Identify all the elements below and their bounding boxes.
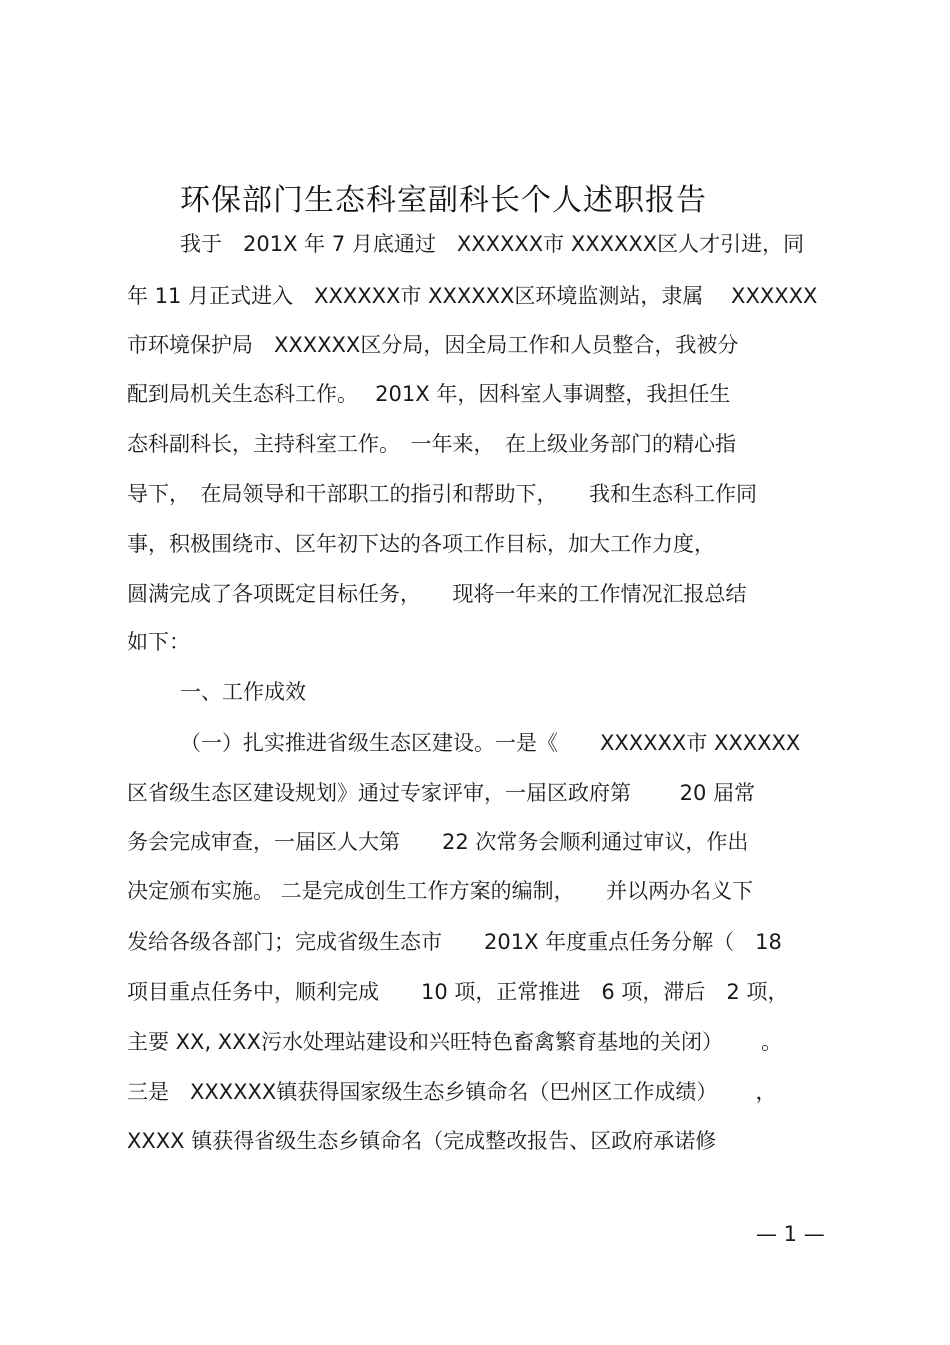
- page-number: — 1 —: [756, 1222, 825, 1246]
- paragraph-line-12: 务会完成审查，一届区人大第 22 次常务会顺利通过审议，作出: [127, 830, 749, 854]
- paragraph-line-10: （一）扎实推进省级生态区建设。一是《 XXXXXX市 XXXXXX: [180, 731, 801, 755]
- paragraph-line-3: 市环境保护局 XXXXXX区分局，因全局工作和人员整合，我被分: [127, 333, 739, 357]
- paragraph-line-6: 导下， 在局领导和干部职工的指引和帮助下， 我和生态科工作同: [127, 482, 757, 506]
- paragraph-line-15: 项目重点任务中，顺利完成 10 项，正常推进 6 项，滞后 2 项，: [127, 980, 789, 1004]
- paragraph-line-2: 年 11 月正式进入 XXXXXX市 XXXXXX区环境监测站，隶属 XXXXXX: [127, 284, 818, 308]
- paragraph-line-13: 决定颁布实施。 二是完成创生工作方案的编制， 并以两办名义下: [127, 879, 754, 903]
- paragraph-line-1: 我于 201X 年 7 月底通过 XXXXXX市 XXXXXX区人才引进，同: [180, 232, 805, 256]
- paragraph-line-16: 主要 XX, XXX污水处理站建设和兴旺特色畜禽繁育基地的关闭） 。: [127, 1030, 783, 1054]
- paragraph-line-11: 区省级生态区建设规划》通过专家评审，一届区政府第 20 届常: [127, 781, 756, 805]
- paragraph-line-14: 发给各级各部门；完成省级生态市 201X 年度重点任务分解（ 18: [127, 930, 782, 954]
- paragraph-line-7: 事，积极围绕市、区年初下达的各项工作目标，加大工作力度，: [127, 532, 715, 556]
- page-title: 环保部门生态科室副科长个人述职报告: [180, 183, 707, 218]
- paragraph-line-9: 如下：: [127, 630, 190, 654]
- paragraph-line-5: 态科副科长，主持科室工作。 一年来， 在上级业务部门的精心指: [127, 432, 736, 456]
- paragraph-line-8: 圆满完成了各项既定目标任务， 现将一年来的工作情况汇报总结: [127, 582, 747, 606]
- section-heading: 一、工作成效: [180, 680, 306, 704]
- paragraph-line-18: XXXX 镇获得省级生态乡镇命名（完成整改报告、区政府承诺修: [127, 1129, 717, 1153]
- paragraph-line-4: 配到局机关生态科工作。 201X 年，因科室人事调整，我担任生: [127, 382, 731, 406]
- paragraph-line-17: 三是 XXXXXX镇获得国家级生态乡镇命名（巴州区工作成绩） ，: [127, 1080, 777, 1104]
